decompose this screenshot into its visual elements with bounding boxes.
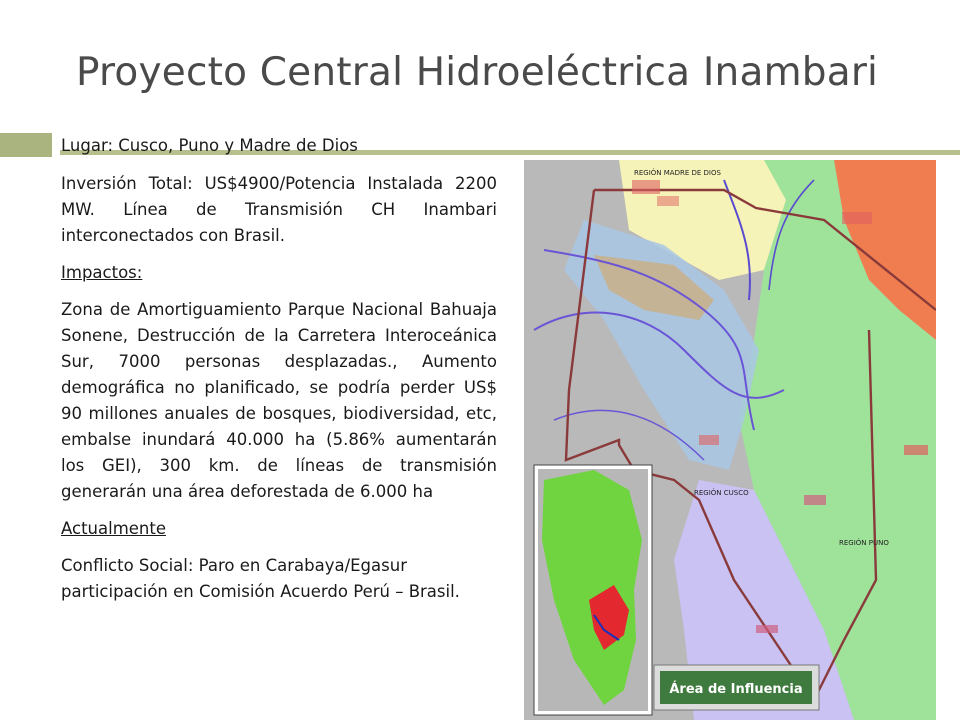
label-block xyxy=(657,196,679,206)
legend-label: Área de Influencia xyxy=(669,682,803,697)
label-block xyxy=(842,212,872,224)
accent-block xyxy=(0,133,52,157)
influence-map xyxy=(524,160,936,720)
lugar-text: Lugar: Cusco, Puno y Madre de Dios xyxy=(61,136,358,155)
map-svg xyxy=(524,160,936,720)
region-label-puno: REGIÓN PUNO xyxy=(839,539,889,547)
label-block xyxy=(699,435,719,445)
slide-content xyxy=(61,133,497,616)
label-block xyxy=(804,495,826,505)
region-label-cusco: REGIÓN CUSCO xyxy=(694,489,749,497)
label-block xyxy=(904,445,928,455)
impactos-heading: Impactos: xyxy=(61,263,143,282)
slide-title: Proyecto Central Hidroeléctrica Inambari xyxy=(76,50,879,95)
actualmente-heading: Actualmente xyxy=(61,519,166,538)
inversion-text: Inversión Total: US$4900/Potencia Instalada 2200 MW. Línea de Transmisión CH Inambari interconectados con Brasil. xyxy=(61,174,497,245)
impactos-text: Zona de Amortiguamiento Parque Nacional Bahuaja Sonene, Destrucción de la Carretera Interoceánica Sur, 7000 personas desplazadas., Aumento demográfica no planificado, se podría perder US$ 90 millones anuales de bosques, biodiversidad, etc, embalse inundará 40.000 ha (5.86% aumentarán los GEI), 300 km. de líneas de transmisión generarán una área deforestada de 6.000 ha xyxy=(61,300,497,501)
conflicto-text: Conflicto Social: Paro en Carabaya/Egasur participación en Comisión Acuerdo Perú – Brasil. xyxy=(61,556,460,601)
label-block xyxy=(756,625,778,633)
region-label-madre-de-dios: REGIÓN MADRE DE DIOS xyxy=(634,169,721,177)
label-block xyxy=(632,180,660,194)
